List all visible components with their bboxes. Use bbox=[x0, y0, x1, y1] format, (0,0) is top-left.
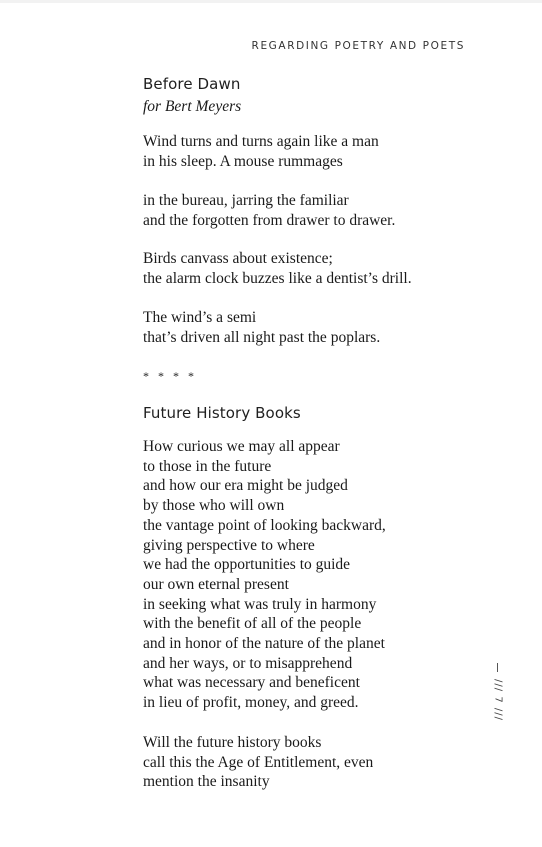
poem-line: the vantage point of looking backward, bbox=[143, 516, 386, 534]
poem2-stanza-2 bbox=[143, 733, 373, 792]
poem1-stanza-1 bbox=[143, 132, 379, 171]
poem-line: Will the future history books bbox=[143, 734, 322, 751]
running-header: REGARDING POETRY AND POETS bbox=[251, 40, 465, 52]
poem-line: and her ways, or to misapprehend bbox=[143, 654, 353, 672]
poem-line: mention the insanity bbox=[143, 773, 270, 791]
poem-line: The wind’s a semi bbox=[143, 309, 257, 326]
poem-line: what was necessary and beneficent bbox=[143, 674, 360, 692]
page-number-folio bbox=[488, 663, 508, 723]
poem-line: and how our era might be judged bbox=[143, 477, 348, 495]
poem-line: Birds canvass about existence; bbox=[143, 250, 333, 267]
poem1-stanza-4 bbox=[143, 308, 380, 347]
poem-line: that’s driven all night past the poplars. bbox=[143, 328, 381, 346]
page-top-edge bbox=[0, 0, 542, 3]
poem1-stanza-2 bbox=[143, 191, 395, 230]
poem-line: in lieu of profit, money, and greed. bbox=[143, 694, 359, 712]
poem-line: How curious we may all appear bbox=[143, 438, 340, 455]
page-number bbox=[488, 680, 508, 720]
poem-dedication: for Bert Meyers bbox=[143, 98, 242, 115]
poem-line: our own eternal present bbox=[143, 575, 289, 593]
poem-line: by those who will own bbox=[143, 497, 285, 515]
folio-rule bbox=[497, 663, 498, 672]
poem2-stanza-1 bbox=[143, 437, 386, 713]
poem-line: and the forgotten from drawer to drawer. bbox=[143, 211, 396, 229]
poem-line: call this the Age of Entitlement, even bbox=[143, 753, 374, 771]
poem-line: to those in the future bbox=[143, 457, 272, 475]
poem-title-future-history-books: Future History Books bbox=[143, 404, 301, 422]
poem-line: with the benefit of all of the people bbox=[143, 615, 362, 633]
poem-line: in the bureau, jarring the familiar bbox=[143, 192, 349, 209]
page-number-label: /// 7 /// bbox=[492, 679, 504, 721]
poem-title-before-dawn: Before Dawn bbox=[143, 75, 241, 93]
poem1-stanza-3 bbox=[143, 249, 412, 288]
poem-line: we had the opportunities to guide bbox=[143, 556, 351, 574]
poem-line: Wind turns and turns again like a man bbox=[143, 133, 379, 150]
section-separator: * * * * bbox=[143, 369, 197, 383]
poem-line: and in honor of the nature of the planet bbox=[143, 635, 385, 653]
poem-line: in seeking what was truly in harmony bbox=[143, 595, 377, 613]
poem-line: in his sleep. A mouse rummages bbox=[143, 152, 343, 170]
poem-line: the alarm clock buzzes like a dentist’s drill. bbox=[143, 269, 412, 287]
poem-line: giving perspective to where bbox=[143, 536, 315, 554]
